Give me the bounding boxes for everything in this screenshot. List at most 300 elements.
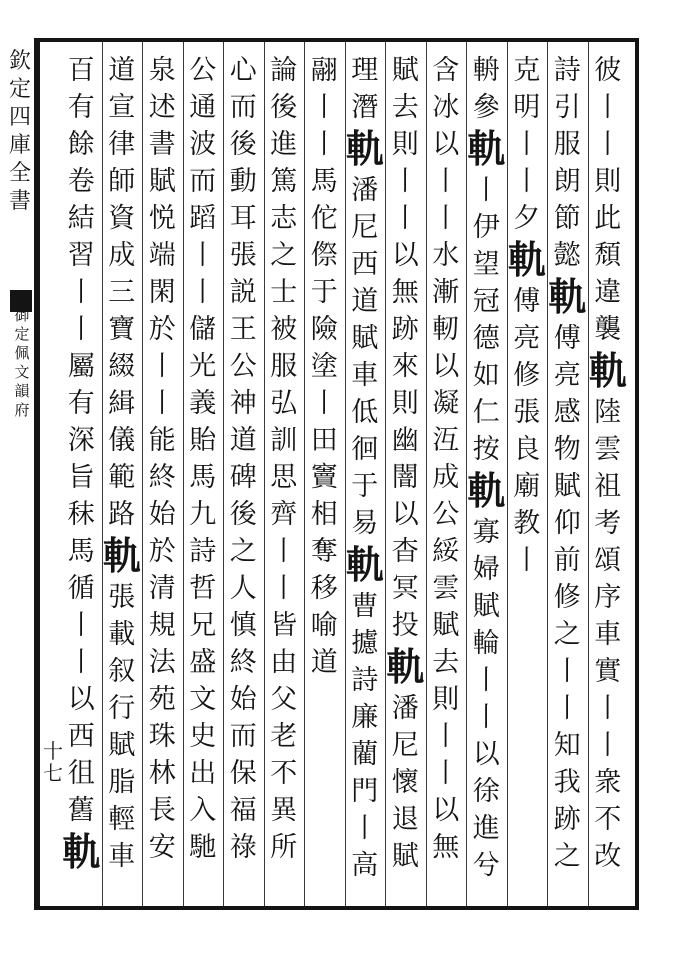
glyph: 去 [432, 647, 460, 678]
glyph: 庫 [8, 133, 31, 158]
book-title [8, 306, 36, 420]
text-column [588, 52, 629, 902]
glyph: 書 [8, 189, 31, 214]
glyph: 書 [148, 129, 176, 160]
glyph: 丨 [351, 813, 379, 844]
glyph: 軌 [467, 126, 506, 171]
glyph: 安 [148, 832, 176, 863]
glyph: 終 [229, 647, 257, 678]
column-rule [304, 42, 305, 906]
glyph: 退 [391, 804, 419, 835]
glyph: 凝 [432, 388, 460, 419]
glyph: 人 [229, 573, 257, 604]
glyph: 移 [310, 573, 338, 604]
glyph: 車 [108, 841, 136, 872]
glyph: 丨 [432, 203, 460, 234]
glyph: 奪 [310, 536, 338, 567]
glyph: 此 [594, 203, 622, 234]
glyph: 之 [229, 536, 257, 567]
glyph: 通 [189, 92, 217, 123]
glyph: 入 [189, 795, 217, 826]
glyph: 賦 [148, 166, 176, 197]
glyph: 輈 [472, 55, 500, 86]
glyph: 則 [391, 129, 419, 160]
glyph: 結 [67, 203, 95, 234]
glyph: 丨 [513, 545, 541, 576]
glyph: 終 [148, 462, 176, 493]
column-rule [507, 42, 508, 906]
glyph: 軌 [386, 644, 425, 689]
glyph: 餘 [67, 129, 95, 160]
glyph: 軌 [467, 468, 506, 513]
glyph: 宣 [108, 92, 136, 123]
glyph: 丨 [148, 351, 176, 382]
glyph: 以 [391, 240, 419, 271]
column-rule [142, 42, 143, 906]
glyph: 訓 [270, 425, 298, 456]
glyph: 異 [270, 795, 298, 826]
column-rule [466, 42, 467, 906]
glyph: 賦 [432, 610, 460, 641]
glyph: 府 [14, 401, 30, 419]
glyph: 道 [310, 647, 338, 678]
glyph: 祖 [594, 471, 622, 502]
glyph: 文 [14, 363, 30, 381]
glyph: 七 [43, 761, 63, 785]
glyph: 之 [553, 841, 581, 872]
glyph: 王 [229, 314, 257, 345]
column-rule [588, 42, 589, 906]
glyph: 懷 [391, 767, 419, 798]
glyph: 綴 [108, 351, 136, 382]
glyph: 車 [351, 360, 379, 391]
column-rule [426, 42, 427, 906]
glyph: 陸 [594, 397, 622, 428]
glyph: 翮 [310, 55, 338, 86]
glyph: 丨 [310, 92, 338, 123]
glyph: 西 [351, 249, 379, 280]
glyph: 跡 [391, 314, 419, 345]
glyph: 兄 [189, 610, 217, 641]
glyph: 資 [108, 203, 136, 234]
glyph: 丨 [270, 536, 298, 567]
glyph: 丨 [594, 693, 622, 724]
glyph: 而 [189, 166, 217, 197]
glyph: 丨 [391, 166, 419, 197]
glyph: 教 [513, 508, 541, 539]
glyph: 衆 [594, 767, 622, 798]
glyph: 緝 [108, 388, 136, 419]
glyph: 清 [148, 573, 176, 604]
glyph: 珠 [148, 721, 176, 752]
glyph: 閑 [148, 277, 176, 308]
glyph: 公 [432, 499, 460, 530]
glyph: 闇 [391, 462, 419, 493]
glyph: 之 [270, 240, 298, 271]
glyph: 屬 [67, 351, 95, 382]
glyph: 丨 [67, 277, 95, 308]
glyph: 有 [67, 92, 95, 123]
glyph: 範 [108, 462, 136, 493]
glyph: 成 [108, 240, 136, 271]
glyph: 馳 [189, 832, 217, 863]
glyph: 不 [594, 804, 622, 835]
glyph: 喻 [310, 610, 338, 641]
glyph: 耳 [229, 203, 257, 234]
glyph: 丨 [67, 647, 95, 678]
glyph: 尼 [391, 730, 419, 761]
glyph: 塗 [310, 351, 338, 382]
glyph: 師 [108, 166, 136, 197]
glyph: 賦 [351, 323, 379, 354]
glyph: 後 [229, 129, 257, 160]
glyph: 泉 [148, 55, 176, 86]
glyph: 丨 [67, 314, 95, 345]
glyph: 詩 [189, 536, 217, 567]
glyph: 丨 [513, 166, 541, 197]
glyph: 哲 [189, 573, 217, 604]
running-head [6, 48, 34, 216]
glyph: 按 [472, 434, 500, 465]
glyph: 車 [594, 619, 622, 650]
glyph: 明 [513, 92, 541, 123]
glyph: 論 [270, 55, 298, 86]
text-column [183, 52, 224, 902]
glyph: 賦 [391, 841, 419, 872]
text-column [547, 52, 588, 902]
glyph: 全 [8, 161, 31, 186]
glyph: 賦 [553, 471, 581, 502]
glyph: 盛 [189, 647, 217, 678]
glyph: 服 [553, 129, 581, 160]
glyph: 違 [594, 277, 622, 308]
glyph: 碑 [229, 462, 257, 493]
glyph: 定 [14, 325, 30, 343]
glyph: 潘 [351, 175, 379, 206]
glyph: 卷 [67, 166, 95, 197]
glyph: 律 [108, 129, 136, 160]
glyph: 徂 [67, 758, 95, 789]
glyph: 規 [148, 610, 176, 641]
glyph: 參 [472, 92, 500, 123]
glyph: 不 [270, 758, 298, 789]
glyph: 佗 [310, 203, 338, 234]
glyph: 傺 [310, 240, 338, 271]
glyph: 百 [67, 55, 95, 86]
glyph: 改 [594, 841, 622, 872]
glyph: 含 [432, 55, 460, 86]
glyph: 佩 [14, 344, 30, 362]
glyph: 能 [148, 425, 176, 456]
glyph: 良 [513, 434, 541, 465]
glyph: 寶 [108, 314, 136, 345]
glyph: 丨 [472, 175, 500, 206]
glyph: 仁 [472, 397, 500, 428]
glyph: 丨 [594, 730, 622, 761]
glyph: 頹 [594, 240, 622, 271]
glyph: 文 [189, 684, 217, 715]
glyph: 丨 [513, 129, 541, 160]
glyph: 則 [594, 166, 622, 197]
glyph: 雲 [432, 573, 460, 604]
glyph: 感 [553, 397, 581, 428]
glyph: 丨 [553, 693, 581, 724]
glyph: 丨 [553, 656, 581, 687]
glyph: 軌 [588, 348, 627, 393]
glyph: 慎 [229, 610, 257, 641]
glyph: 修 [513, 360, 541, 391]
glyph: 幽 [391, 425, 419, 456]
glyph: 始 [229, 684, 257, 715]
glyph: 丨 [310, 388, 338, 419]
glyph: 尼 [351, 212, 379, 243]
glyph: 叙 [108, 656, 136, 687]
glyph: 士 [270, 277, 298, 308]
glyph: 沍 [432, 425, 460, 456]
glyph: 丨 [148, 388, 176, 419]
glyph: 于 [351, 471, 379, 502]
text-column [507, 52, 548, 902]
glyph: 望 [472, 249, 500, 280]
glyph: 考 [594, 508, 622, 539]
glyph: 福 [229, 795, 257, 826]
text-column [61, 52, 102, 902]
glyph: 舊 [67, 795, 95, 826]
glyph: 丨 [594, 92, 622, 123]
glyph: 公 [229, 351, 257, 382]
glyph: 於 [148, 536, 176, 567]
glyph: 曹 [351, 591, 379, 622]
glyph: 漸 [432, 277, 460, 308]
glyph: 仰 [553, 508, 581, 539]
glyph: 道 [229, 425, 257, 456]
glyph: 馬 [67, 536, 95, 567]
glyph: 潘 [391, 693, 419, 724]
glyph: 光 [189, 351, 217, 382]
glyph: 節 [553, 203, 581, 234]
glyph: 十 [43, 739, 63, 763]
glyph: 九 [189, 499, 217, 530]
glyph: 馬 [310, 166, 338, 197]
text-column [345, 52, 386, 902]
glyph: 去 [391, 92, 419, 123]
glyph: 徊 [351, 434, 379, 465]
glyph: 齊 [270, 499, 298, 530]
glyph: 兮 [472, 850, 500, 881]
glyph: 苑 [148, 684, 176, 715]
glyph: 懿 [553, 240, 581, 271]
glyph: 詩 [351, 665, 379, 696]
glyph: 神 [229, 388, 257, 419]
glyph: 弘 [270, 388, 298, 419]
glyph: 婦 [472, 554, 500, 585]
glyph: 雲 [594, 434, 622, 465]
glyph: 亮 [513, 323, 541, 354]
glyph: 則 [432, 684, 460, 715]
glyph: 軔 [432, 314, 460, 345]
glyph: 林 [148, 758, 176, 789]
glyph: 後 [229, 499, 257, 530]
glyph: 攄 [351, 628, 379, 659]
glyph: 儀 [108, 425, 136, 456]
glyph: 丨 [189, 277, 217, 308]
glyph: 道 [351, 286, 379, 317]
glyph: 悦 [148, 203, 176, 234]
glyph: 張 [513, 397, 541, 428]
glyph: 知 [553, 730, 581, 761]
glyph: 軌 [548, 274, 587, 319]
glyph: 法 [148, 647, 176, 678]
glyph: 御 [14, 306, 30, 324]
glyph: 張 [108, 582, 136, 613]
glyph: 進 [270, 129, 298, 160]
glyph: 張 [229, 240, 257, 271]
glyph: 父 [270, 684, 298, 715]
glyph: 以 [472, 739, 500, 770]
glyph: 被 [270, 314, 298, 345]
glyph: 西 [67, 721, 95, 752]
glyph: 成 [432, 462, 460, 493]
glyph: 廉 [351, 702, 379, 733]
glyph: 竇 [310, 462, 338, 493]
glyph: 徐 [472, 776, 500, 807]
glyph: 則 [391, 388, 419, 419]
glyph: 廟 [513, 471, 541, 502]
glyph: 田 [310, 425, 338, 456]
glyph: 傅 [553, 323, 581, 354]
glyph: 賦 [472, 591, 500, 622]
column-rule [345, 42, 346, 906]
glyph: 秣 [67, 499, 95, 530]
glyph: 丨 [310, 129, 338, 160]
glyph: 如 [472, 360, 500, 391]
glyph: 高 [351, 850, 379, 881]
glyph: 潛 [351, 92, 379, 123]
text-column [264, 52, 305, 902]
glyph: 丨 [67, 610, 95, 641]
glyph: 欽 [8, 49, 31, 74]
glyph: 以 [67, 684, 95, 715]
text-column [466, 52, 507, 902]
glyph: 祿 [229, 832, 257, 863]
glyph: 所 [270, 832, 298, 863]
column-rule [102, 42, 103, 906]
glyph: 引 [553, 92, 581, 123]
glyph: 易 [351, 508, 379, 539]
glyph: 跡 [553, 804, 581, 835]
glyph: 賦 [391, 55, 419, 86]
glyph: 儲 [189, 314, 217, 345]
column-rule [264, 42, 265, 906]
column-rule [547, 42, 548, 906]
glyph: 動 [229, 166, 257, 197]
glyph: 三 [108, 277, 136, 308]
glyph: 杳 [391, 536, 419, 567]
glyph: 丨 [472, 702, 500, 733]
glyph: 于 [310, 277, 338, 308]
glyph: 伊 [472, 212, 500, 243]
glyph: 以 [391, 499, 419, 530]
glyph: 出 [189, 758, 217, 789]
glyph: 朗 [553, 166, 581, 197]
glyph: 夕 [513, 203, 541, 234]
glyph: 門 [351, 776, 379, 807]
glyph: 道 [108, 55, 136, 86]
glyph: 冥 [391, 573, 419, 604]
glyph: 心 [229, 55, 257, 86]
glyph: 以 [432, 351, 460, 382]
glyph: 投 [391, 610, 419, 641]
glyph: 公 [189, 55, 217, 86]
glyph: 馬 [189, 462, 217, 493]
glyph: 相 [310, 499, 338, 530]
glyph: 載 [108, 619, 136, 650]
glyph: 長 [148, 795, 176, 826]
glyph: 傅 [513, 286, 541, 317]
glyph: 史 [189, 721, 217, 752]
glyph: 路 [108, 499, 136, 530]
glyph: 習 [67, 240, 95, 271]
glyph: 以 [432, 795, 460, 826]
column-rule [223, 42, 224, 906]
glyph: 始 [148, 499, 176, 530]
text-column [385, 52, 426, 902]
glyph: 軌 [507, 237, 546, 282]
glyph: 四 [8, 105, 31, 130]
glyph: 丨 [472, 665, 500, 696]
text-column [142, 52, 183, 902]
glyph: 軌 [345, 126, 384, 171]
glyph: 保 [229, 758, 257, 789]
glyph: 行 [108, 693, 136, 724]
glyph: 服 [270, 351, 298, 382]
glyph: 克 [513, 55, 541, 86]
glyph: 旨 [67, 462, 95, 493]
glyph: 脂 [108, 767, 136, 798]
glyph: 序 [594, 582, 622, 613]
glyph: 亮 [553, 360, 581, 391]
glyph: 由 [270, 647, 298, 678]
text-column [304, 52, 345, 902]
glyph: 述 [148, 92, 176, 123]
glyph: 韻 [14, 382, 30, 400]
glyph: 篤 [270, 166, 298, 197]
text-column [426, 52, 467, 902]
glyph: 而 [229, 721, 257, 752]
glyph: 綏 [432, 536, 460, 567]
glyph: 後 [270, 92, 298, 123]
glyph: 深 [67, 425, 95, 456]
glyph: 無 [432, 832, 460, 863]
glyph: 丨 [391, 203, 419, 234]
glyph: 來 [391, 351, 419, 382]
glyph: 襲 [594, 314, 622, 345]
glyph: 義 [189, 388, 217, 419]
text-column [223, 52, 264, 902]
glyph: 老 [270, 721, 298, 752]
glyph: 修 [553, 582, 581, 613]
column-rule [385, 42, 386, 906]
text-column [102, 52, 143, 902]
glyph: 彼 [594, 55, 622, 86]
glyph: 以 [432, 129, 460, 160]
glyph: 賦 [108, 730, 136, 761]
glyph: 德 [472, 323, 500, 354]
glyph: 丨 [432, 721, 460, 752]
glyph: 寡 [472, 517, 500, 548]
glyph: 軌 [62, 829, 101, 874]
glyph: 詩 [553, 55, 581, 86]
